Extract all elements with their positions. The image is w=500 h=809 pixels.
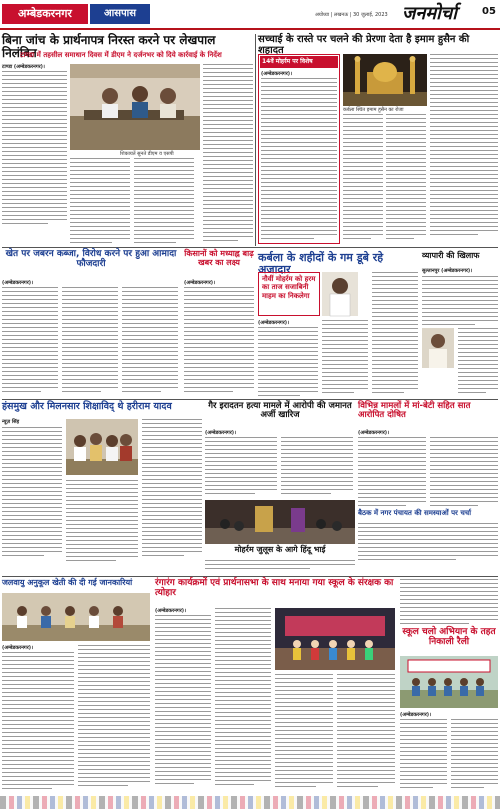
sub-section-tag: आसपास (90, 4, 150, 24)
body-vibhinn-1 (358, 437, 426, 507)
headline-khet: खेत पर जबरन कब्जा, विरोध करने पर हुआ आमादा फौजदारी (5, 249, 177, 269)
body-school-intro (400, 579, 498, 627)
body-rangarang-3 (275, 674, 333, 792)
photo-karbala-shrine (343, 54, 427, 106)
dateline-khet: (अम्बेडकरनगर)। (2, 280, 33, 286)
body-moharram (205, 560, 355, 574)
body-azadari-2 (322, 320, 368, 397)
headline-vyapari: व्यापारी की खिलाफ (422, 251, 480, 260)
dateline-gair: (अम्बेडकरनगर)। (205, 430, 236, 436)
hansmukh-group-image (66, 419, 138, 475)
newspaper-brand: जनमोर्चा (402, 3, 457, 24)
dateline-karbala: (अम्बेडकरनगर)। (261, 71, 292, 77)
body-karbala-1 (261, 78, 337, 242)
photo-dm-hearing (70, 64, 200, 150)
headline-karbala: सच्चाई के रास्ते पर चलने की प्रेरणा देता है इमाम हुसैन की शहादत (258, 34, 470, 56)
section-tag: अम्बेडकरनगर (2, 4, 88, 24)
dm-hearing-image (70, 64, 200, 150)
headline-azadari: कर्बला के शहीदों के गम डूबे रहे अजादार (258, 251, 384, 277)
headline-hansmukh: हंसमुख और मिलनसार शिक्षाविद् थे हरीराम यादव (2, 401, 172, 412)
headline-gair: गैर इरादतन हत्या मामले में आरोपी की जमानत अर्जी खारिज (208, 401, 352, 421)
edition-meta: अयोध्या | लखनऊ | 30 जुलाई, 2023 (315, 12, 388, 18)
body-school-1 (400, 719, 447, 792)
photo-vyapari (422, 328, 454, 368)
body-vyapari-2 (458, 328, 498, 397)
body-rangarang-2 (215, 608, 271, 792)
dateline-vyapari: सुल्तानपुर (अम्बेडकरनगर)। (422, 268, 473, 274)
section-divider (2, 576, 498, 577)
page-header (0, 0, 500, 30)
dateline-school: (अम्बेडकरनगर)। (400, 712, 431, 718)
body-hansmukh-1 (2, 427, 62, 563)
body-vyapari-1 (422, 276, 498, 326)
body-gair-1 (205, 437, 277, 497)
body-khet-2 (62, 287, 118, 397)
dateline-vrikshropan: (अम्बेडकरनगर)। (2, 645, 33, 651)
body-kisan (184, 287, 254, 397)
body-vrikshropan-1 (2, 652, 74, 792)
moharram-procession-image (205, 500, 355, 544)
photo-rangarang (275, 608, 395, 670)
body-karbala-4 (430, 54, 498, 244)
body-lekhpal-1 (2, 71, 67, 231)
dateline-kisan: (अम्बेडकरनगर)। (184, 280, 215, 286)
body-azadari-1 (258, 327, 318, 397)
body-lekhpal-2 (70, 158, 130, 246)
headline-school: स्कूल चलो अभियान के तहत निकाली रैली (402, 627, 496, 647)
body-gair-2 (281, 437, 353, 497)
dateline-lekhpal: टाण्डा (अम्बेडकरनगर)। (2, 64, 45, 70)
school-event-image (275, 608, 395, 670)
column-divider (255, 34, 256, 246)
headline-vibhinn: विभिन्न मामलों में मां-बेटी सहित सात आरोपित दोषित (358, 401, 471, 421)
body-karbala-2 (343, 114, 383, 244)
training-group-image (2, 593, 150, 641)
body-lekhpal-3 (134, 158, 194, 246)
photo-hansmukh (66, 419, 138, 475)
body-baithak (358, 523, 498, 563)
body-vibhinn-2 (430, 437, 498, 507)
photo-moharram (205, 500, 355, 544)
inset-title-karbala: 14वें मोहर्रम पर विशेष (260, 56, 338, 68)
print-color-bar (0, 796, 500, 809)
headline-baithak: बैठक में नगर पंचायत की समस्याओं पर चर्चा (358, 509, 472, 517)
body-vrikshropan-2 (78, 645, 150, 792)
headline-moharram: मोहर्रम जुलूस के आगे हिंदू भाई (234, 545, 326, 554)
caption-dm-hearing: शिकायतें सुनते डीएम व एसपी (120, 151, 174, 157)
dateline-rangarang: (अम्बेडकरनगर)। (155, 608, 186, 614)
vyapari-portrait-image (422, 328, 454, 368)
section-divider (2, 247, 498, 248)
photo-vrikshropan (2, 593, 150, 641)
headline-lekhpal: बिना जांच के प्रार्थनापत्र निरस्त करने पर लेखपाल निलंबित (2, 33, 216, 61)
inset-azadari: नौवीं मोहर्रम को हरम का ताज सजाबिनी माहम का निकलेगा (262, 275, 316, 300)
body-rangarang-1 (155, 615, 211, 792)
headline-rangarang: रंगारंग कार्यक्रमों एवं प्रार्थनासभा के साथ मनाया गया स्कूल के संरक्षक का त्योहार (155, 578, 394, 598)
body-rangarang-4 (337, 674, 395, 792)
dateline-azadari: (अम्बेडकरनगर)। (258, 320, 289, 326)
body-hansmukh-2 (66, 480, 138, 563)
dateline-vibhinn: (अम्बेडकरनगर)। (358, 430, 389, 436)
photo-school (400, 656, 498, 708)
headline-kisan: किसानों को मध्याह्न बाढ़ खबर का लक्ष्य (184, 249, 254, 267)
body-karbala-3 (386, 114, 426, 244)
body-khet-1 (2, 287, 58, 397)
body-azadari-3 (372, 272, 418, 397)
subhead-lekhpal: टाण्डा में तहसील समाधान दिवस में डीएम ने दर्जनभर को दिये कार्रवाई के निर्देश (20, 51, 222, 59)
body-khet-3 (122, 287, 178, 397)
caption-karbala-shrine: कर्बला स्थित इमाम हुसैन का रोजा (343, 107, 404, 113)
body-hansmukh-3 (142, 419, 202, 563)
photo-azadari (322, 272, 358, 316)
school-rally-image (400, 656, 498, 708)
body-lekhpal-4 (203, 64, 253, 246)
karbala-shrine-image (343, 54, 427, 106)
headline-vrikshropan: जलवायु अनुकूल खेती की दी गई जानकारियां (2, 578, 133, 587)
page-number: 05 (482, 6, 496, 17)
dateline-hansmukh: न्यूज़ सिंह (2, 419, 20, 425)
section-divider (2, 399, 498, 400)
body-school-2 (451, 719, 498, 792)
azadari-portrait-image (322, 272, 358, 316)
